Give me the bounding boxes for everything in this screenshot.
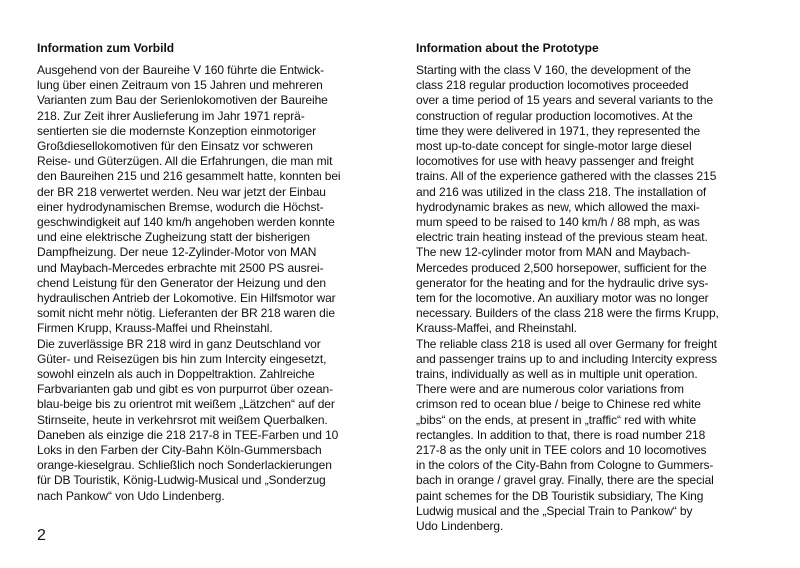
text-line: Dampfheizung. Der neue 12-Zylinder-Motor von MAN [37,245,317,260]
text-line: Starting with the class V 160, the development of the [416,63,691,77]
text-line: tem for the locomotive. An auxiliary motor was no longer [416,291,709,306]
text-line: Güter- und Reisezügen bis hin zum Intercity eingesetzt, [37,351,327,366]
text-line: einer hydrodynamischen Bremse, wodurch die Höchst- [37,199,324,214]
text-line: class 218 regular production locomotives proceeded [416,78,689,93]
text-line: Daneben als einzige die 218 217-8 in TEE-Farben und 10 [37,427,339,442]
text-line: time they were delivered in 1971, they represented the [416,123,701,138]
text-line: Großdiesellokomotiven für den Einsatz vor schweren [37,139,313,154]
text-line: Krauss-Maffei, and Rheinstahl. [416,321,577,336]
text-line: Stirnseite, heute in verkehrsrot mit weißem Querbalken. [37,412,328,427]
text-line: paint schemes for the DB Touristik subsidiary, The King [416,488,704,503]
text-line: The new 12-cylinder motor from MAN and Maybach- [416,245,691,260]
text-line: Die zuverlässige BR 218 wird in ganz Deutschland vor [37,336,321,351]
text-line: The reliable class 218 is used all over Germany for freight [416,336,717,351]
text-line: der BR 218 verwertet werden. Neu war jetzt der Einbau [37,184,326,199]
english-body [416,63,771,534]
text-line: nach Pankow“ von Udo Lindenberg. [37,488,225,503]
page-number: 2 [37,527,46,544]
text-line: necessary. Builders of the class 218 were the firms Krupp, [416,306,719,321]
text-line: crimson red to ocean blue / beige to Chinese red white [416,397,701,412]
text-line: rectangles. In addition to that, there is road number 218 [416,427,706,442]
text-line: Farbvarianten gab und gibt es von purpurrot über ozean- [37,382,334,397]
text-line: electric train heating instead of the previous steam heat. [416,230,708,245]
text-line: Varianten zum Bau der Serienlokomotiven der Baureihe [37,93,328,108]
text-line: and 216 was utilized in the class 218. The installation of [416,184,707,199]
text-line: Ludwig musical and the „Special Train to Pankow“ by [416,503,693,518]
text-line: sentierten sie die modernste Konzeption einmotoriger [37,123,316,138]
text-line: für DB Touristik, König-Ludwig-Musical und „Sonderzug [37,473,326,488]
text-line: 217-8 as the only unit in TEE colors and 10 locomotives [416,443,707,458]
text-line: chend Leistung für den Generator der Heizung und den [37,275,327,290]
text-line: Reise- und Güterzügen. All die Erfahrungen, die man mit [37,154,333,169]
text-line: over a time period of 15 years and several variants to the [416,93,714,108]
text-line: mum speed to be raised to 140 km/h / 88 mph, as was [416,215,700,230]
text-line: Mercedes produced 2,500 horsepower, sufficient for the [416,260,707,275]
text-line: generator for the heating and for the hydraulic drive sys- [416,275,709,290]
text-line: Udo Lindenberg. [416,519,504,534]
text-line: orange-kieselgrau. Schließlich noch Sonderlackierungen [37,458,332,473]
german-body [37,63,392,504]
text-line: in the colors of the City-Bahn from Cologne to Gummers- [416,458,714,473]
text-line: trains. All of the experience gathered with the classes 215 [416,169,717,184]
text-line: und eine elektrische Zugheizung statt der bisherigen [37,230,310,245]
text-line: „bibs“ on the ends, at present in „traffic“ red with white [416,412,697,427]
english-column [416,40,771,534]
text-line: locomotives for use with heavy passenger and freight [416,154,694,169]
english-heading: Information about the Prototype [416,41,599,55]
text-line: Firmen Krupp, Krauss-Maffei und Rheinstahl. [37,321,273,336]
text-line: blau-beige bis zu orientrot mit weißem „Lätzchen“ auf der [37,397,335,412]
text-line: geschwindigkeit auf 140 km/h angehoben werden konnte [37,215,335,230]
text-line: There were and are numerous color variations from [416,382,684,397]
text-line: most up-to-date concept for single-motor large diesel [416,139,692,154]
text-line: bach in orange / gravel gray. Finally, there are the special [416,473,714,488]
text-line: lung über einen Zeitraum von 15 Jahren und mehreren [37,78,323,93]
text-line: construction of regular production locomotives. At the [416,108,693,123]
german-column [37,40,392,504]
text-line: and passenger trains up to and including Intercity express [416,351,718,366]
text-line: hydraulischen Antrieb der Lokomotive. Ein Hilfsmotor war [37,291,336,306]
text-line: hydrodynamic brakes as new, which allowed the maxi- [416,199,700,214]
text-line: Ausgehend von der Baureihe V 160 führte die Entwick- [37,63,324,77]
text-line: trains, individually as well as in multiple unit operation. [416,367,698,382]
text-line: somit nicht mehr nötig. Lieferanten der BR 218 waren die [37,306,335,321]
text-line: den Baureihen 215 und 216 gesammelt hatte, konnten bei [37,169,341,184]
text-line: 218. Zur Zeit ihrer Auslieferung im Jahr 1971 reprä- [37,108,305,123]
text-line: Loks in den Farben der City-Bahn Köln-Gummersbach [37,443,322,458]
german-heading: Information zum Vorbild [37,41,175,55]
text-line: sowohl einzeln als auch in Doppeltraktion. Zahlreiche [37,367,315,382]
text-line: und Maybach-Mercedes erbrachte mit 2500 PS ausrei- [37,260,324,275]
